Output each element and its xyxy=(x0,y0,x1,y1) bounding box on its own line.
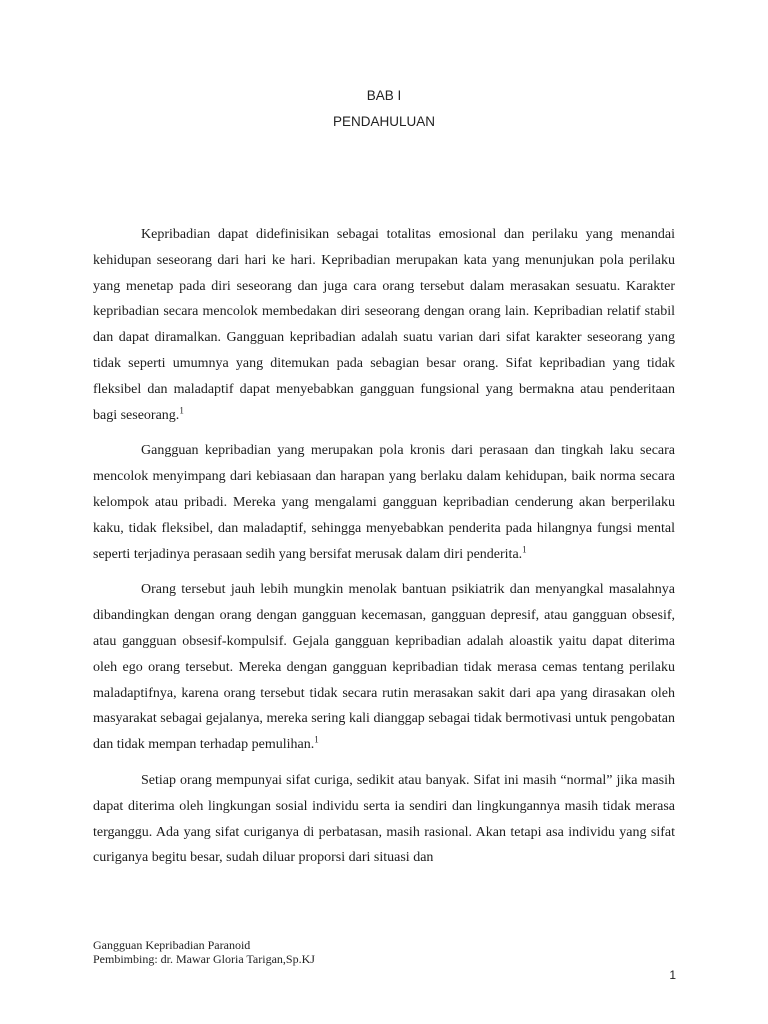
paragraph-1 xyxy=(93,222,675,428)
paragraph-2 xyxy=(93,438,675,567)
paragraph-4-text: Setiap orang mempunyai sifat curiga, sedikit atau banyak. Sifat ini masih “normal” jika masih dapat diterima oleh lingkungan sosial individu serta ia sendiri dan lingkungannya masih tidak merasa terganggu. Ada yang sifat curiganya di perbatasan, masih rasional. Akan tetapi asa individu yang sifat curiganya begitu besar, sudah diluar proporsi dari situasi dan xyxy=(93,772,675,866)
chapter-title: PENDAHULUAN xyxy=(332,114,436,129)
paragraph-1-text: Kepribadian dapat didefinisikan sebagai totalitas emosional dan perilaku yang menandai kehidupan seseorang dari hari ke hari. Kepribadian merupakan kata yang menunjukan pola perilaku yang menetap pada diri seseorang dan juga cara orang tersebut dalam merasakan sesuatu. Karakter kepribadian secara mencolok membedakan diri seseorang dengan orang lain. Kepribadian relatif stabil dan dapat diramalkan. Gangguan kepribadian adalah suatu varian dari sifat karakter seseorang yang tidak seperti umumnya yang ditemukan pada sebagian besar orang. Sifat kepribadian yang tidak fleksibel dan maladaptif dapat menyebabkan gangguan fungsional yang bermakna atau penderitaan bagi seseorang. xyxy=(93,227,675,423)
paragraph-4 xyxy=(93,768,675,871)
chapter-number: BAB I xyxy=(366,88,402,103)
footer-title: Gangguan Kepribadian Paranoid xyxy=(93,938,251,952)
page-number: 1 xyxy=(669,968,676,982)
footnote-ref-2: 1 xyxy=(522,543,527,554)
paragraph-3 xyxy=(93,577,675,758)
paragraph-3-text: Orang tersebut jauh lebih mungkin menolak bantuan psikiatrik dan menyangkal masalahnya dibandingkan dengan orang dengan gangguan kecemasan, gangguan depresif, atau gangguan obsesif, atau gangguan obsesif-kompulsif. Gejala gangguan kepribadian adalah aloastik yaitu dapat diterima oleh ego orang tersebut. Mereka dengan gangguan kepribadian tidak merasa cemas tentang perilaku maladaptifnya, karena orang tersebut tidak secara rutin merasakan sakit dari apa yang dirasakan oleh masyarakat sebagai gejalanya, mereka sering kali dianggap sebagai tidak bermotivasi untuk pengobatan dan tidak mempan terhadap pemulihan. xyxy=(93,582,675,753)
page-footer xyxy=(93,938,315,966)
footnote-ref-1: 1 xyxy=(179,404,184,415)
body-text xyxy=(93,222,675,871)
paragraph-2-text: Gangguan kepribadian yang merupakan pola kronis dari perasaan dan tingkah laku secara mencolok menyimpang dari kebiasaan dan harapan yang berlaku dalam kehidupan, baik norma secara kelompok atau pribadi. Mereka yang mengalami gangguan kepribadian cenderung akan berperilaku kaku, tidak fleksibel, dan maladaptif, sehingga menyebabkan penderita pada hilangnya fungsi mental seperti terjadinya perasaan sedih yang bersifat merusak dalam diri penderita. xyxy=(93,443,675,562)
footnote-ref-3: 1 xyxy=(314,734,319,745)
footer-supervisor: Pembimbing: dr. Mawar Gloria Tarigan,Sp.KJ xyxy=(93,952,315,966)
